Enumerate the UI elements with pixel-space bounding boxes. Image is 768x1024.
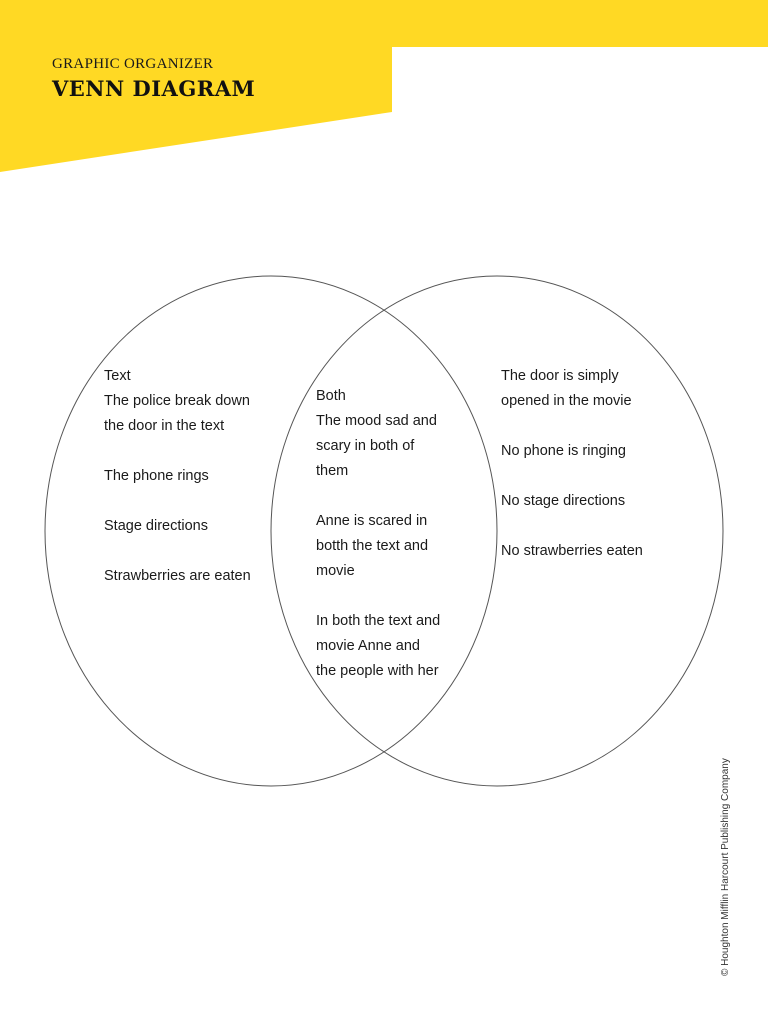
left-region-text: [104, 364, 251, 589]
middle-line: movie Anne and: [316, 638, 420, 654]
right-region-text: [501, 364, 643, 564]
middle-line: movie: [316, 563, 355, 579]
spacer: [316, 484, 440, 509]
page-title: VENN DIAGRAM: [52, 76, 256, 101]
middle-line: In both the text and: [316, 613, 441, 629]
right-line: opened in the movie: [501, 393, 632, 409]
spacer: [501, 514, 643, 539]
left-heading: Text: [104, 368, 131, 384]
left-line: the door in the text: [104, 418, 225, 434]
right-line: No strawberries eaten: [501, 543, 643, 559]
right-line: No stage directions: [501, 493, 626, 509]
middle-line: botth the text and: [316, 538, 429, 554]
spacer: [501, 464, 643, 489]
middle-line: the people with her: [316, 663, 439, 679]
spacer: [104, 439, 251, 464]
middle-line: scary in both of: [316, 438, 415, 454]
middle-line: The mood sad and: [316, 413, 437, 429]
left-line: The phone rings: [104, 468, 209, 484]
middle-heading: Both: [316, 388, 346, 404]
copyright-notice: © Houghton Mifflin Harcourt Publishing Company: [720, 758, 731, 976]
middle-line: them: [316, 463, 349, 479]
left-line: The police break down: [104, 393, 250, 409]
spacer: [104, 539, 251, 564]
left-line: Strawberries are eaten: [104, 568, 251, 584]
right-line: No phone is ringing: [501, 443, 626, 459]
middle-line: Anne is scared in: [316, 513, 428, 529]
middle-region-text: [316, 384, 440, 684]
spacer: [316, 584, 440, 609]
spacer: [104, 489, 251, 514]
kicker-label: GRAPHIC ORGANIZER: [52, 56, 214, 72]
left-line: Stage directions: [104, 518, 208, 534]
right-line: The door is simply: [501, 368, 619, 384]
spacer: [501, 414, 643, 439]
